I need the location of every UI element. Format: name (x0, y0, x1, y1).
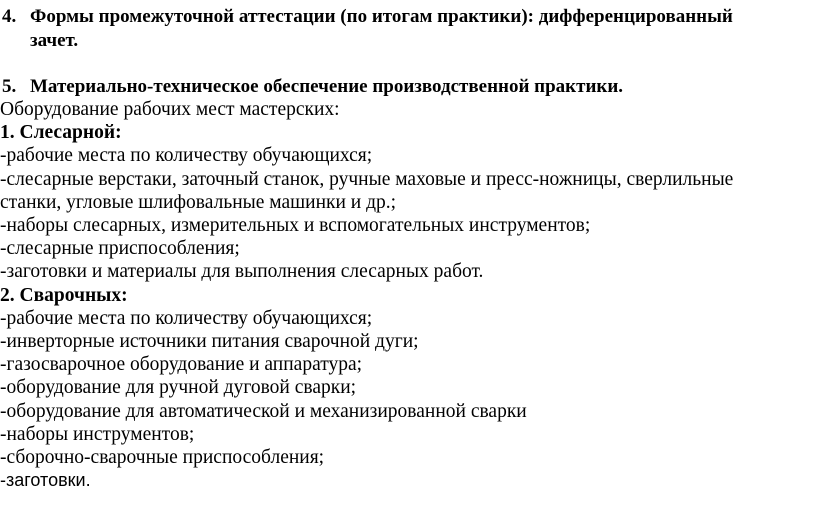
workshop-1-line: -слесарные верстаки, заточный станок, ручные маховые и пресс-ножницы, сверлильные (0, 168, 734, 190)
workshop-1-line: -слесарные приспособления; (0, 238, 240, 260)
workshop-2-line: -рабочие места по количеству обучающихся; (0, 307, 373, 329)
section-5-equipment (0, 75, 816, 99)
workshop-1-line: -наборы слесарных, измерительных и вспомогательных инструментов; (0, 215, 591, 237)
workshop-2-line: -газосварочное оборудование и аппаратура; (0, 354, 363, 376)
workshop-2-line: -наборы инструментов; (0, 423, 195, 445)
workshop-2-line: -оборудование для ручной дуговой сварки; (0, 377, 357, 399)
section-4-number: 4. (2, 6, 17, 27)
section-5-title: Материально-техническое обеспечение производственной практики. (30, 76, 624, 97)
section-4-line-1: Формы промежуточной аттестации (по итогам практики): дифференцированный (30, 6, 733, 27)
equipment-list (0, 98, 816, 492)
workshop-1-line: -рабочие места по количеству обучающихся; (0, 145, 373, 167)
workshop-1-line: -заготовки и материалы для выполнения слесарных работ. (0, 261, 484, 283)
workshop-1-heading: 1. Слесарной: (0, 122, 122, 144)
workshop-2-line: -инверторные источники питания сварочной дуги; (0, 331, 419, 353)
equipment-intro: Оборудование рабочих мест мастерских: (0, 99, 340, 120)
section-4-line-2: зачет. (30, 30, 79, 51)
section-5-number: 5. (2, 76, 17, 97)
workshop-2-line: -сборочно-сварочные приспособления; (0, 447, 325, 469)
workshop-2-heading: 2. Сварочных: (0, 284, 128, 306)
section-4-assessment (0, 5, 816, 53)
workshop-1-line: станки, угловые шлифовальные машинки и др.; (0, 191, 397, 213)
workshop-2-line: -заготовки. (0, 470, 91, 491)
workshop-2-line: -оборудование для автоматической и механизированной сварки (0, 400, 527, 422)
